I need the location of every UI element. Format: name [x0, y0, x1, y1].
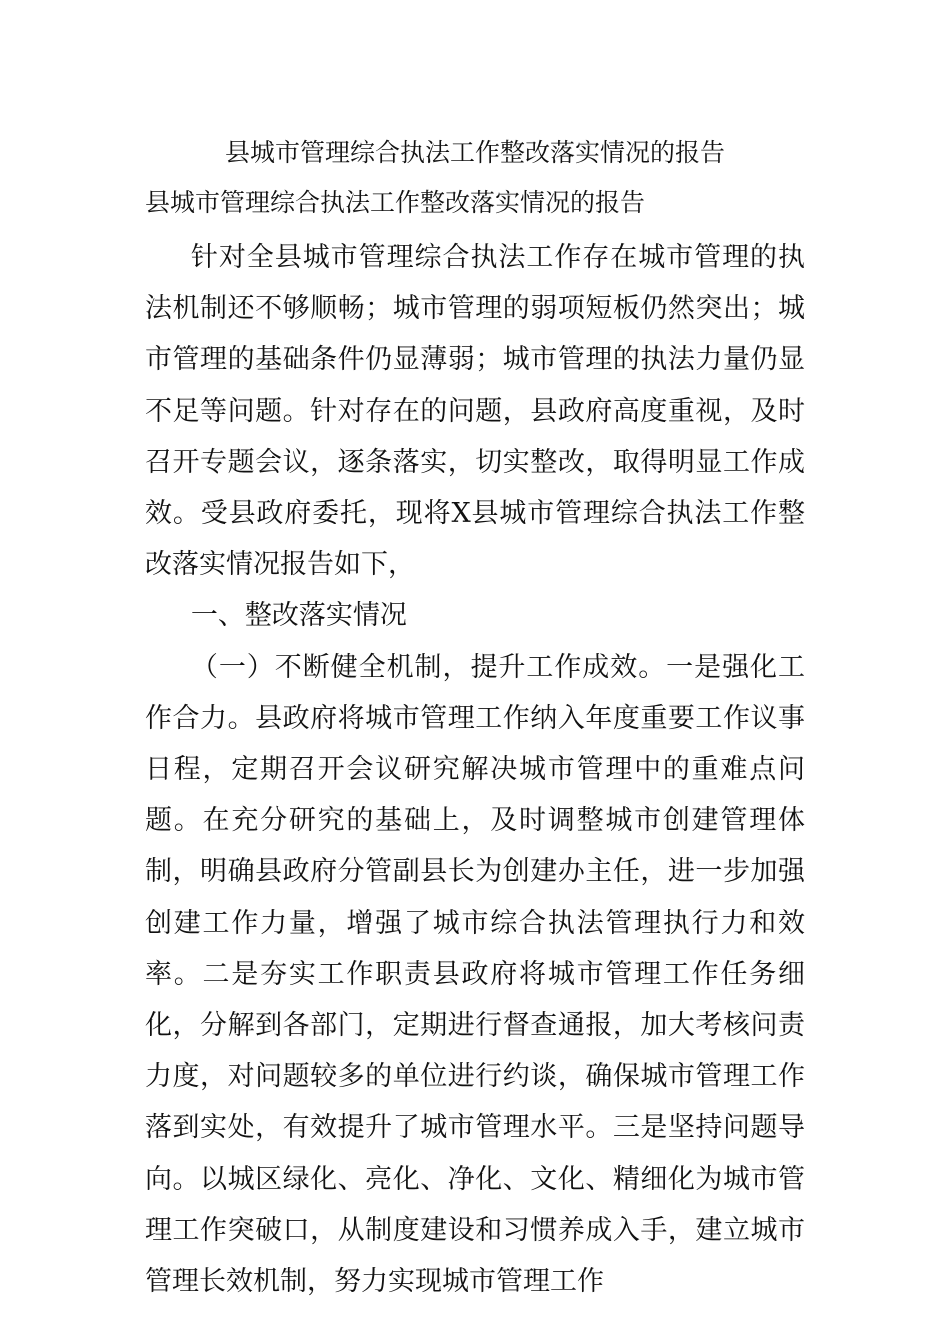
paragraph-intro: 针对全县城市管理综合执法工作存在城市管理的执法机制还不够顺畅；城市管理的弱项短板仍然突出；城市管理的基础条件仍显薄弱；城市管理的执法力量仍显不足等问题。针对存在的问题，县政府高度重视，及时召开专题会议，逐条落实，切实整改，取得明显工作成效。受县政府委托，现将X县城市管理综合执法工作整改落实情况报告如下，	[145, 242, 805, 581]
paragraph-section-1-1: （一）不断健全机制，提升工作成效。一是强化工作合力。县政府将城市管理工作纳入年度重要工作议事日程，定期召开会议研究解决城市管理中的重难点问题。在充分研究的基础上，及时调整城市创建管理体制，明确县政府分管副县长为创建办主任，进一步加强创建工作力量，增强了城市综合执法管理执行力和效率。二是夯实工作职责县政府将城市管理工作任务细化，分解到各部门，定期进行督查通报，加大考核问责力度，对问题较多的单位进行约谈，确保城市管理工作落到实处，有效提升了城市管理水平。三是坚持问题导向。以城区绿化、亮化、净化、文化、精细化为城市管理工作突破口，从制度建设和习惯养成入手，建立城市管理长效机制，努力实现城市管理工作	[145, 651, 805, 1298]
document-body	[145, 232, 805, 1307]
section-heading-1: 一、整改落实情况	[190, 600, 407, 632]
document-title-left: 县城市管理综合执法工作整改落实情况的报告	[145, 188, 646, 217]
document-title-centered: 县城市管理综合执法工作整改落实情况的报告	[224, 138, 725, 167]
